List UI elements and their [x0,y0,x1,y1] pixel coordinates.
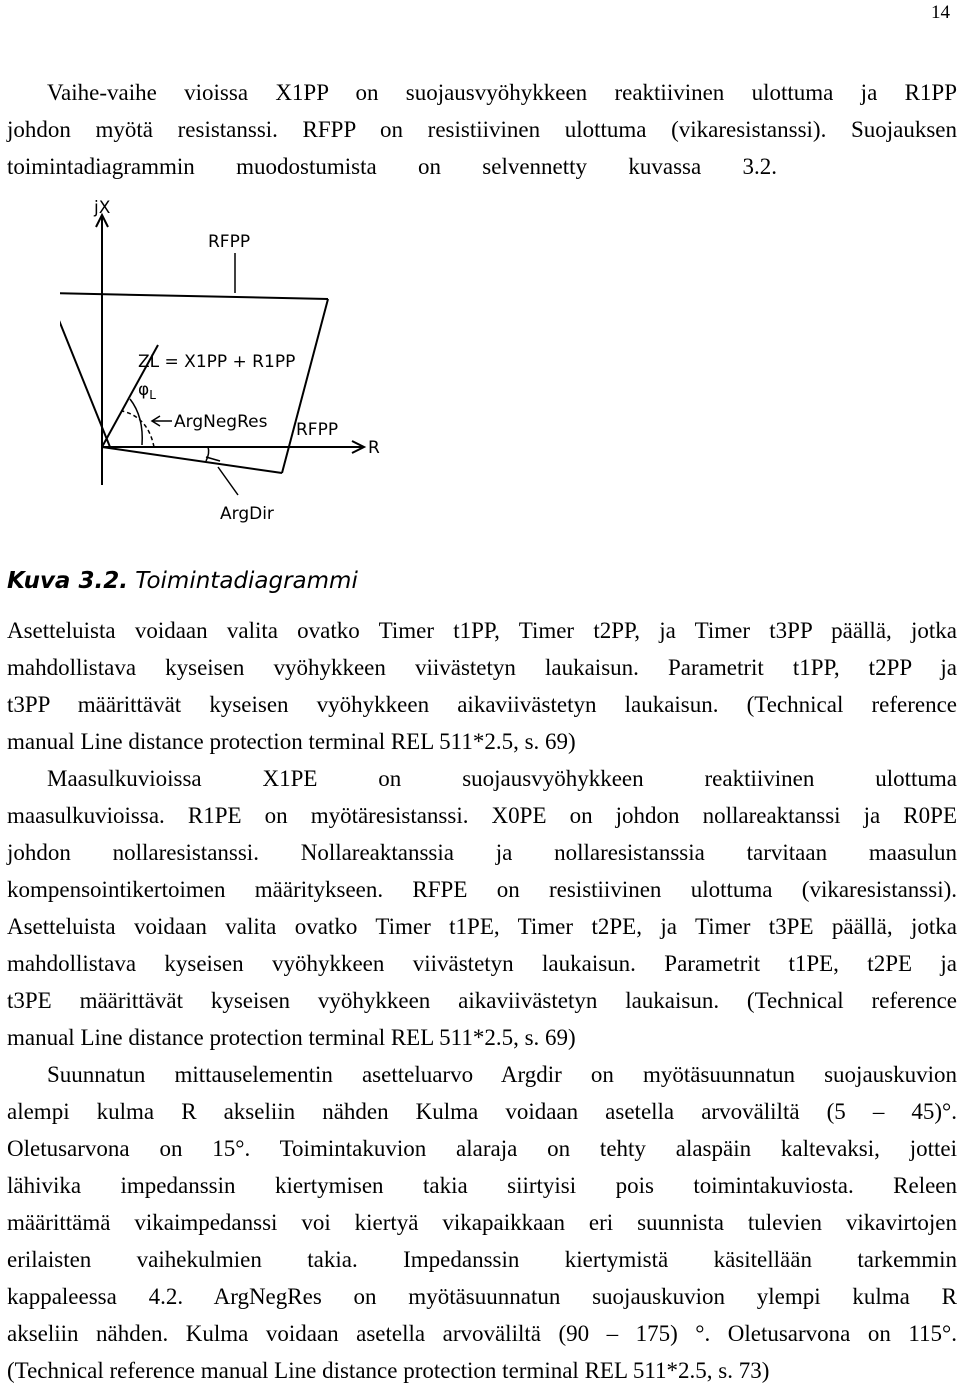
caption-text: Toimintadiagrammi [135,568,358,594]
body-line: alempi kulma R akseliin nähden Kulma voidaan asetella arvoväliltä (5 – 45)°. [7,1099,957,1124]
argdir-leader [218,467,238,495]
body-line: maasulkuvioissa. R1PE on myötäresistanssi. X0PE on johdon nollareaktanssi ja R0PE [7,803,957,828]
body-line: manual Line distance protection terminal REL 511*2.5, s. 69) [7,1025,576,1050]
body-line: Maasulkuvioissa X1PE on suojausvyöhykkeen reaktiivinen ulottuma [47,766,957,791]
body-line: lähivika impedanssin kiertymisen takia siirtyisi pois toimintakuviosta. Releen [7,1173,957,1198]
body-line: kompensointikertoimen määritykseen. RFPE on resistiivinen ulottuma (vikaresistanssi). [7,877,957,902]
zone-bottom-edge [102,447,282,473]
intro-paragraph [7,74,957,185]
rfpp-right-label: RFPP [296,420,339,440]
jx-label: jX [94,198,111,218]
body-line: Asetteluista voidaan valita ovatko Timer t1PE, Timer t2PE, ja Timer t3PE päällä, jotka [7,914,957,939]
argdir-tick [206,457,220,461]
caption-number: Kuva 3.2. [7,568,128,594]
operating-characteristic-diagram [60,195,400,535]
body-line: Oletusarvona on 15°. Toimintakuvion alaraja on tehty alaspäin kaltevaksi, jottei [7,1136,957,1161]
body-line: manual Line distance protection terminal REL 511*2.5, s. 69) [7,729,576,754]
body-line: t3PE määrittävät kyseisen vyöhykkeen aikaviivästetyn laukaisun. (Technical reference [7,988,957,1013]
body-line: t3PP määrittävät kyseisen vyöhykkeen aikaviivästetyn laukaisun. (Technical reference [7,692,957,717]
intro-line: johdon myötä resistanssi. RFPP on resistiivinen ulottuma (vikaresistanssi). Suojauksen [7,117,957,142]
body-line: akseliin nähden. Kulma voidaan asetella arvoväliltä (90 – 175) °. Oletusarvona on 115°. [7,1321,957,1346]
argnegres-arc [122,411,154,447]
argdir-label: ArgDir [220,504,274,524]
body-line: kappaleessa 4.2. ArgNegRes on myötäsuunnatun suojauskuvion ylempi kulma R [7,1284,957,1309]
body-line: Asetteluista voidaan valita ovatko Timer t1PP, Timer t2PP, ja Timer t3PP päällä, jotka [7,618,957,643]
body-line: määrittämä vikaimpedanssi voi kiertyä vikapaikkaan eri suunnista tulevien vikavirtojen [7,1210,957,1235]
argdir-arc [206,447,209,461]
body-line: mahdollistava kyseisen vyöhykkeen viivästetyn laukaisun. Parametrit t1PE, t2PE ja [7,951,957,976]
phi-angle-arc [130,399,142,445]
figure-caption [7,566,358,596]
body-text [7,612,957,1389]
body-line: (Technical reference manual Line distance protection terminal REL 511*2.5, s. 73) [7,1358,770,1383]
body-line: Suunnatun mittauselementin asetteluarvo Argdir on myötäsuunnatun suojauskuvion [47,1062,957,1087]
body-line: erilaisten vaihekulmien takia. Impedanssin kiertymistä käsitellään tarkemmin [7,1247,957,1272]
argnegres-label: ArgNegRes [174,412,268,432]
zl-label: ZL = X1PP + R1PP [138,352,296,372]
body-line: mahdollistava kyseisen vyöhykkeen viivästetyn laukaisun. Parametrit t1PP, t2PP ja [7,655,957,680]
body-line: johdon nollaresistanssi. Nollareaktanssia ja nollaresistanssia tarvitaan maasulun [7,840,957,865]
intro-line: toimintadiagrammin muodostumista on selvennetty kuvassa 3.2. [7,154,777,179]
r-label: R [368,438,380,458]
phi-label: $\varphi_L$ [138,380,156,402]
intro-line: Vaihe-vaihe vioissa X1PP on suojausvyöhykkeen reaktiivinen ulottuma ja R1PP [47,80,957,105]
rfpp-top-label: RFPP [208,232,251,252]
page-number: 14 [931,2,950,23]
zone-top-edge [60,293,328,299]
